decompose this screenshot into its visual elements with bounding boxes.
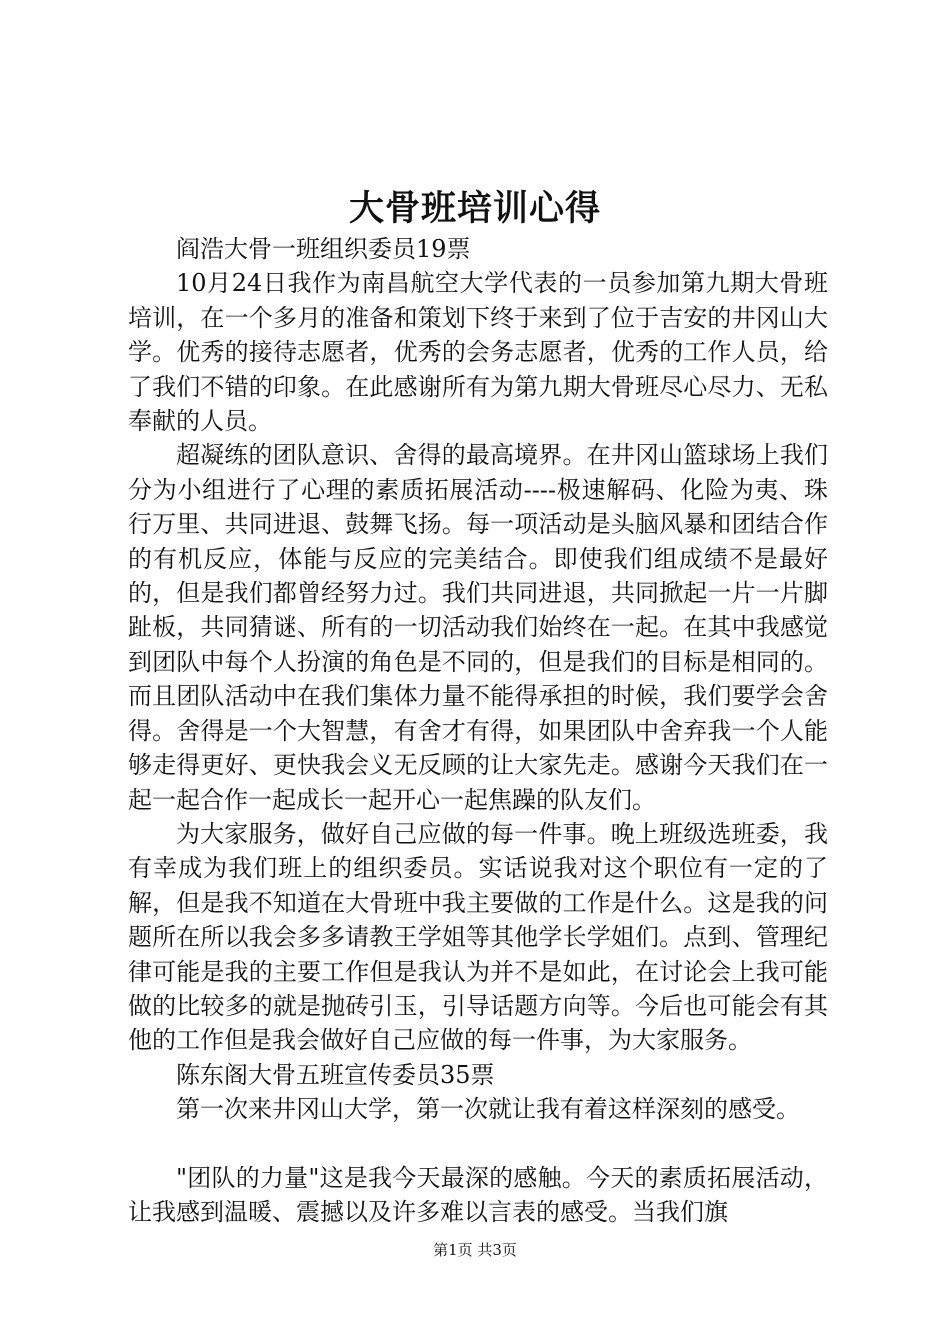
page-footer: 第1页 共3页	[433, 1241, 517, 1259]
paragraph-team: 超凝练的团队意识、舍得的最高境界。在井冈山篮球场上我们分为小组进行了心理的素质拓展活动----极速解码、化险为夷、珠行万里、共同进退、鼓舞飞扬。每一项活动是头脑风暴和团结合作的有机反应，体能与反应的完美结合。即使我们组成绩不是最好的，但是我们都曾经努力过。我们共同进退，共同掀起一片一片脚趾板，共同猜谜、所有的一切活动我们始终在一起。在其中我感觉到团队中每个人扮演的角色是不同的，但是我们的目标是相同的。而且团队活动中在我们集体力量不能得承担的时候，我们要学会舍得。舍得是一个大智慧，有舍才有得，如果团队中舍弃我一个人能够走得更好、更快我会义无反顾的让大家先走。感谢今天我们在一起一起合作一起成长一起开心一起焦躁的队友们。	[128, 441, 828, 814]
document-body	[128, 232, 828, 1230]
paragraph-team-power: "团队的力量"这是我今天最深的感触。今天的素质拓展活动，让我感到温暖、震撼以及许多难以言表的感受。当我们旗	[128, 1163, 828, 1227]
paragraph-intro: 10月24日我作为南昌航空大学代表的一员参加第九期大骨班培训，在一个多月的准备和策划下终于来到了位于吉安的井冈山大学。优秀的接待志愿者，优秀的会务志愿者，优秀的工作人员，给了我们不错的印象。在此感谢所有为第九期大骨班尽心尽力、无私奉献的人员。	[128, 269, 828, 436]
author-line-2: 陈东阁大骨五班宣传委员35票	[176, 1060, 495, 1089]
document-title: 大骨班培训心得	[348, 188, 601, 229]
paragraph-first-visit: 第一次来井冈山大学，第一次就让我有着这样深刻的感受。	[176, 1095, 800, 1124]
paragraph-service: 为大家服务，做好自己应做的每一件事。晚上班级选班委，我有幸成为我们班上的组织委员。实话说我对这个职位有一定的了解，但是我不知道在大骨班中我主要做的工作是什么。这是我的问题所在所以我会多多请教王学姐等其他学长学姐们。点到、管理纪律可能是我的主要工作但是我认为并不是如此，在讨论会上我可能做的比较多的就是抛砖引玉，引导话题方向等。今后也可能会有其他的工作但是我会做好自己应做的每一件事，为大家服务。	[128, 819, 828, 1055]
blank-line	[128, 1127, 828, 1161]
author-line-1: 阎浩大骨一班组织委员19票	[176, 235, 471, 263]
